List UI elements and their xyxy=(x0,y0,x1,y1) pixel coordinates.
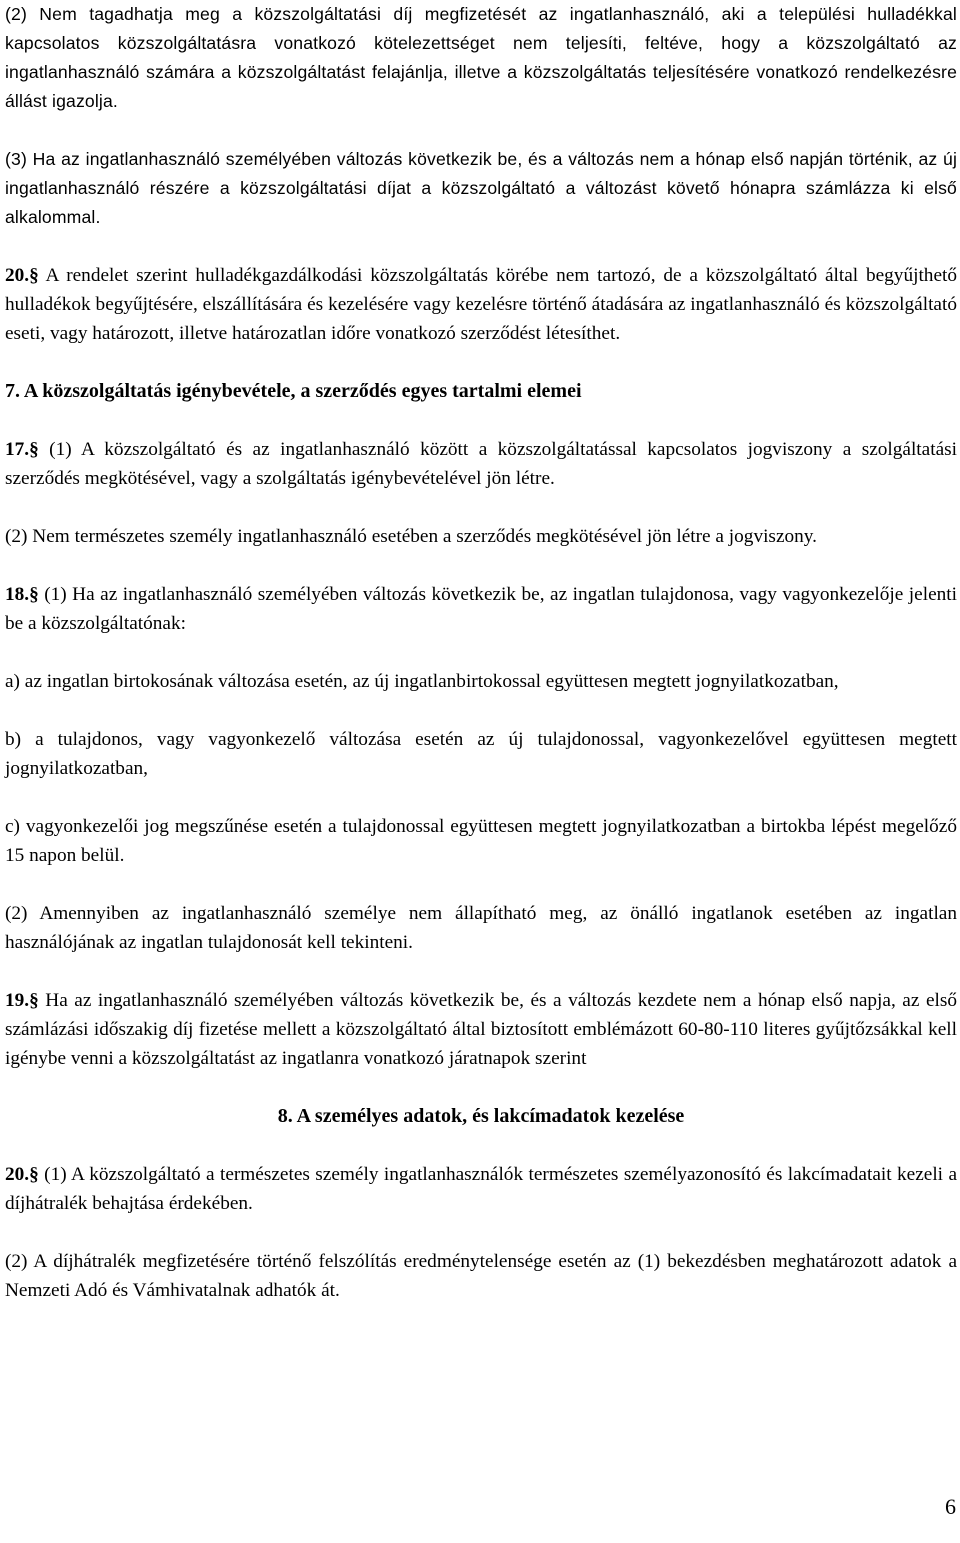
section-19 xyxy=(5,986,957,1073)
section-20-paragraph-2: (2) A díjhátralék megfizetésére történő felszólítás eredménytelensége esetén az (1) bekezdésben meghatározott adatok a Nemzeti Adó és Vámhivatalnak adhatók át. xyxy=(5,1251,957,1301)
section-text: (1) Ha az ingatlanhasználó személyében változás következik be, az ingatlan tulajdonosa, vagy vagyonkezelője jelenti be a közszolgáltatónak: xyxy=(5,584,957,634)
section-number: 18.§ xyxy=(5,584,39,605)
section-18-item-b: b) a tulajdonos, vagy vagyonkezelő változása esetén az új tulajdonossal, vagyonkezelővel együttesen megtett jognyilatkozatban, xyxy=(5,729,957,779)
section-number: 19.§ xyxy=(5,990,39,1011)
section-18-item-a: a) az ingatlan birtokosának változása esetén, az új ingatlanbirtokossal együttesen megtett jognyilatkozatban, xyxy=(5,671,839,692)
section-text: A rendelet szerint hulladékgazdálkodási közszolgáltatás körébe nem tartozó, de a közszolgáltató által begyűjthető hulladékok begyűjtésére, elszállítására és kezelésére vagy kezelésre történő átadására az ingatlanhasználó és közszolgáltató eseti, vagy határozott, illetve határozatlan időre vonatkozó szerződést létesíthet. xyxy=(5,265,957,344)
section-number: 20.§ xyxy=(5,1164,39,1185)
paragraph-3: (3) Ha az ingatlanhasználó személyében változás következik be, és a változás nem a hónap első napján történik, az új ingatlanhasználó részére a közszolgáltatási díjat a közszolgáltató a változást követő hónapra számlázza ki első alkalommal. xyxy=(5,149,957,227)
section-17 xyxy=(5,435,957,493)
section-18-paragraph-2: (2) Amennyiben az ingatlanhasználó személye nem állapítható meg, az önálló ingatlanok esetében az ingatlan használójának az ingatlan tulajdonosát kell tekinteni. xyxy=(5,903,957,953)
section-text: (1) A közszolgáltató és az ingatlanhasználó között a közszolgáltatással kapcsolatos jogviszony a szolgáltatási szerződés megkötésével, vagy a szolgáltatás igénybevételével jön létre. xyxy=(5,439,957,489)
section-text: Ha az ingatlanhasználó személyében változás következik be, és a változás kezdete nem a hónap első napja, az első számlázási időszakig díj fizetése mellett a közszolgáltató által biztosított emblémázott 60-80-110 literes gyűjtőzsákkal kell igénybe venni a közszolgáltatást az ingatlanra vonatkozó járatnapok szerint xyxy=(5,990,957,1069)
section-number: 17.§ xyxy=(5,439,39,460)
chapter-heading-7: 7. A közszolgáltatás igénybevétele, a szerződés egyes tartalmi elemei xyxy=(5,380,582,402)
document-page xyxy=(5,0,957,1305)
section-20-personal-data xyxy=(5,1160,957,1218)
section-18 xyxy=(5,580,957,638)
section-17-paragraph-2: (2) Nem természetes személy ingatlanhasználó esetében a szerződés megkötésével jön létre a jogviszony. xyxy=(5,526,817,547)
section-number: 20.§ xyxy=(5,265,39,286)
section-18-item-c: c) vagyonkezelői jog megszűnése esetén a tulajdonossal együttesen megtett jognyilatkozatban a birtokba lépést megelőző 15 napon belül. xyxy=(5,816,957,866)
section-text: (1) A közszolgáltató a természetes személy ingatlanhasználók természetes személyazonosító és lakcímadatait kezeli a díjhátralék behajtása érdekében. xyxy=(5,1164,957,1214)
section-20 xyxy=(5,261,957,348)
page-number: 6 xyxy=(945,1494,956,1519)
chapter-heading-8: 8. A személyes adatok, és lakcímadatok kezelése xyxy=(277,1105,685,1127)
paragraph-2: (2) Nem tagadhatja meg a közszolgáltatási díj megfizetését az ingatlanhasználó, aki a települési hulladékkal kapcsolatos közszolgáltatásra vonatkozó kötelezettséget nem teljesíti, feltéve, hogy a közszolgáltató az ingatlanhasználó számára a közszolgáltatást felajánlja, illetve a közszolgáltatás teljesítésére vonatkozó rendelkezésre állást igazolja. xyxy=(5,4,957,111)
